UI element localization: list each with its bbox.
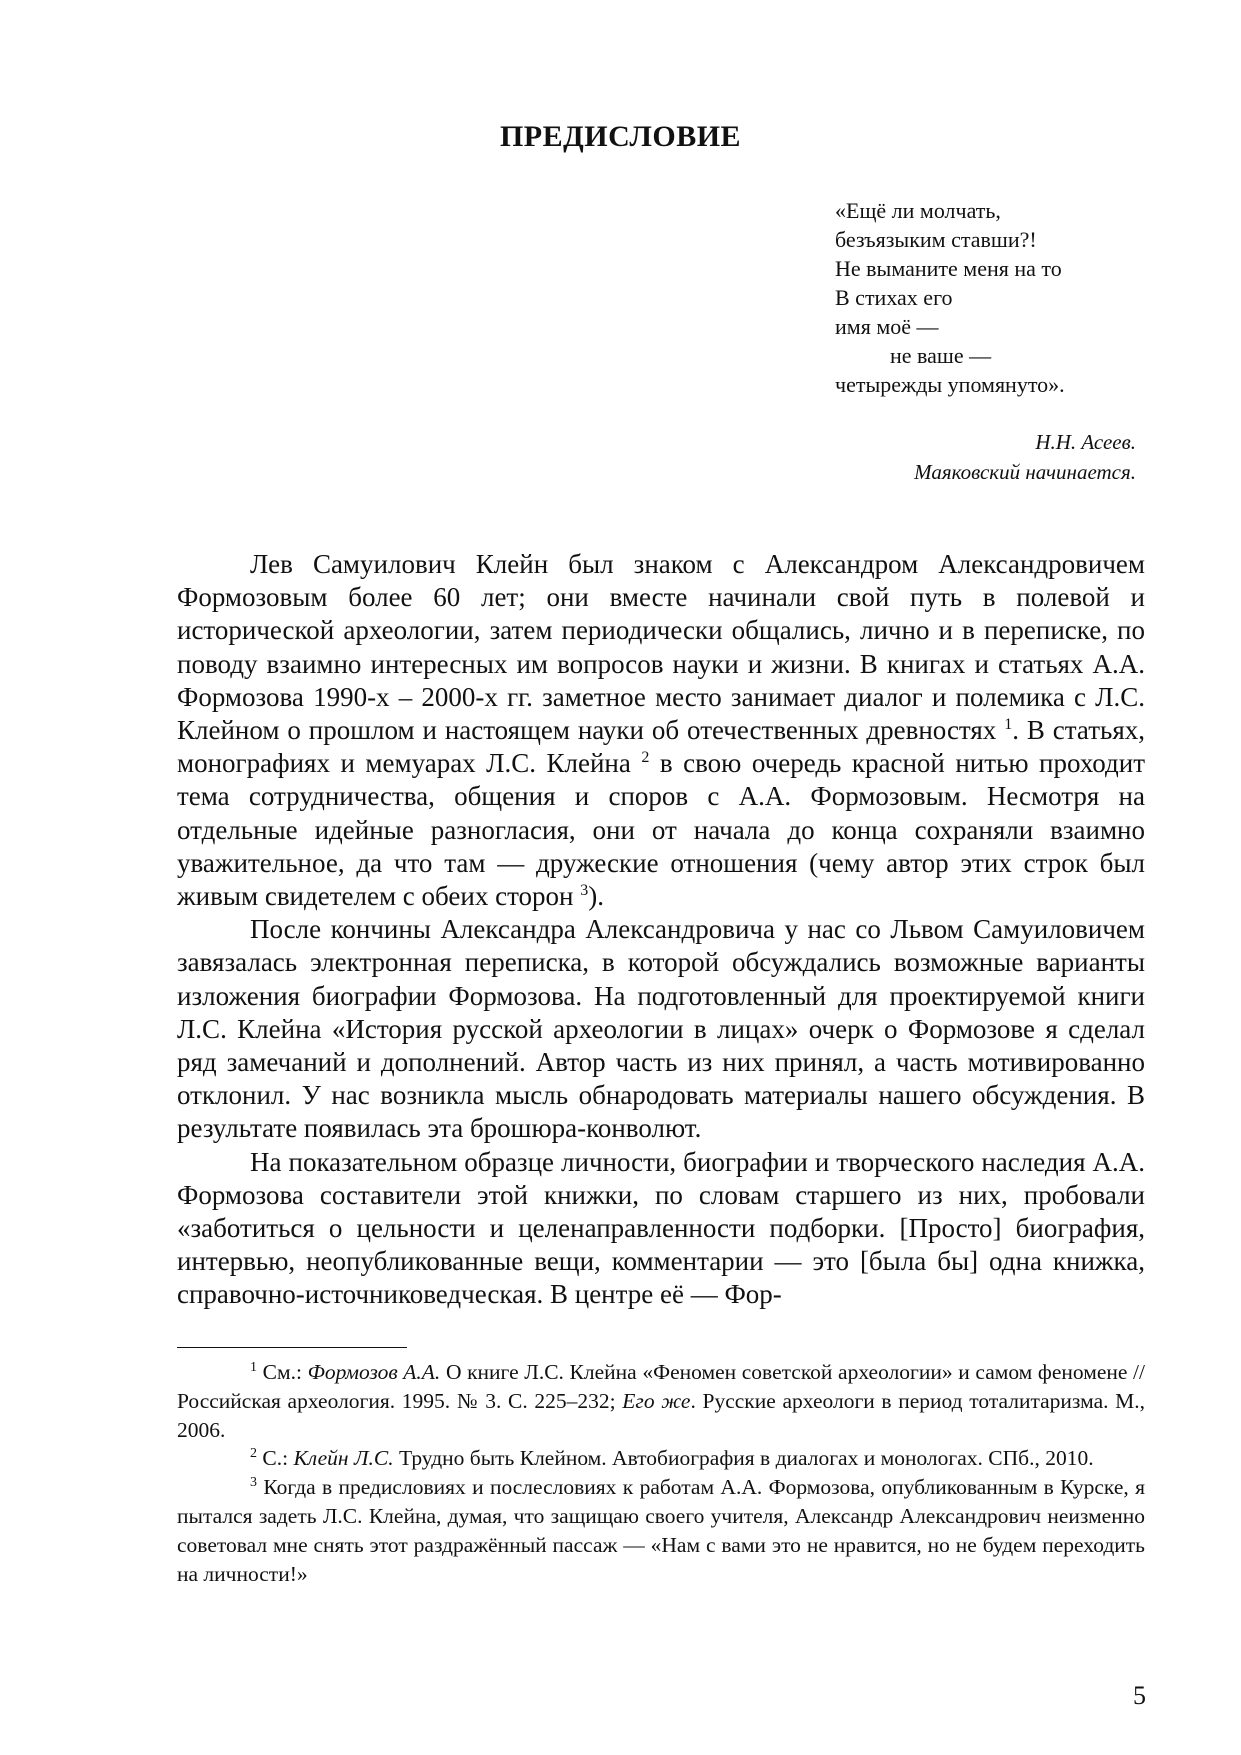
epigraph-attribution [914,427,1136,487]
footnote-author: Формозов А.А. [307,1360,441,1384]
epigraph-line: имя моё — [835,314,939,339]
epigraph-line: Не выманите меня на то [835,256,1062,281]
epigraph-line: не ваше — [835,343,992,368]
footnote-text: С.: [262,1446,294,1471]
footnote-ref: 2 [641,749,650,767]
footnote-number: 3 [250,1475,257,1491]
footnote-author: Его же [622,1388,691,1413]
epigraph-source: Маяковский начинается. [914,460,1136,484]
footnote-text: . Русские археологи в период тоталитаризма. М., 2006. [177,1388,1146,1442]
footnote-text: См.: [262,1360,308,1384]
epigraph-line: В стихах его [835,285,953,310]
footnote-ref: 1 [1004,716,1013,734]
text-run: ). [588,881,604,912]
page-title: ПРЕДИСЛОВИЕ [499,120,742,153]
footnote-number: 2 [250,1446,257,1462]
page-number: 5 [1133,1681,1146,1710]
footnote-number: 1 [250,1359,257,1375]
epigraph-line: безъязыким ставши?! [835,227,1037,252]
text-run: . В статьях, монографиях и мемуарах Л.С. Клейна [177,715,1145,779]
footnote-text: Трудно быть Клейном. Автобиография в диалогах и монологах. СПб., 2010. [393,1446,1094,1471]
main-text [177,548,1145,1312]
text-run: в свою очередь красной нитью проходит тема сотрудничества, общения и споров с А.А. Формозовым. Несмотря на отдельные идейные разногласия, они от начала до конца сохраняли взаимно уважительное, да что там — дружеские отношения (чему автор этих строк был живым свидетелем с обеих сторон [177,748,1146,912]
footnote-text: О книге Л.С. Клейна «Феномен советской археологии» и самом феномене // Российская археология. 1995. № 3. С. 225–232; [177,1360,1146,1413]
text-run: Лев Самуилович Клейн был знаком с Александром Александровичем Формозовым более 60 лет; они вместе начинали свой путь в полевой и исторической археологии, затем периодически общались, лично и в переписке, по поводу взаимно интересных им вопросов науки и жизни. В книгах и статьях А.А. Формозова 1990-х – 2000-х гг. заметное место занимает диалог и полемика с Л.С. Клейном о прошлом и настоящем науки об отечественных древностях [177,549,1145,746]
paragraph: После кончины Александра Александровича у нас со Львом Самуиловичем завязалась электронная переписка, в которой обсуждались возможные варианты изложения биографии Формозова. На подготовленный для проектируемой книги Л.С. Клейна «История русской археологии в лицах» очерк о Формозове я сделал ряд замечаний и дополнений. Автор часть из них принял, а часть мотивированно отклонил. У нас возникла мысль обнародовать материалы нашего обсуждения. В результате появилась эта брошюра-конволют. [177,914,1145,1144]
epigraph-author: Н.Н. Асеев. [1035,430,1136,454]
paragraph [177,548,1145,913]
footnote [177,1444,1145,1473]
epigraph-line: «Ещё ли молчать, [835,198,1001,223]
paragraph: На показательном образце личности, биографии и творческого наследия А.А. Формозова составители этой книжки, по словам старшего из них, пробовали «заботиться о цельности и целенаправленности подборки. [Просто] биография, интервью, неопубликованные вещи, комментарии — это [была бы] одна книжка, справочно-источниковедческая. В центре её — Фор- [177,1146,1145,1310]
epigraph [835,196,1065,399]
footnote [177,1358,1145,1444]
footnote-author: Клейн Л.С. [293,1446,394,1471]
footnote-ref: 3 [580,882,589,900]
footnote-separator [177,1347,407,1348]
footnotes [177,1358,1145,1588]
epigraph-line: четырежды упомянуто». [835,372,1065,397]
footnote-text: Когда в предисловиях и послесловиях к работам А.А. Формозова, опубликованным в Курске, я пытался задеть Л.С. Клейна, думая, что защищаю своего учителя, Александр Александрович неизменно советовал мне снять этот раздражённый пассаж — «Нам с вами это не нравится, но не будем переходить на личности!» [177,1475,1146,1586]
footnote [177,1473,1145,1588]
